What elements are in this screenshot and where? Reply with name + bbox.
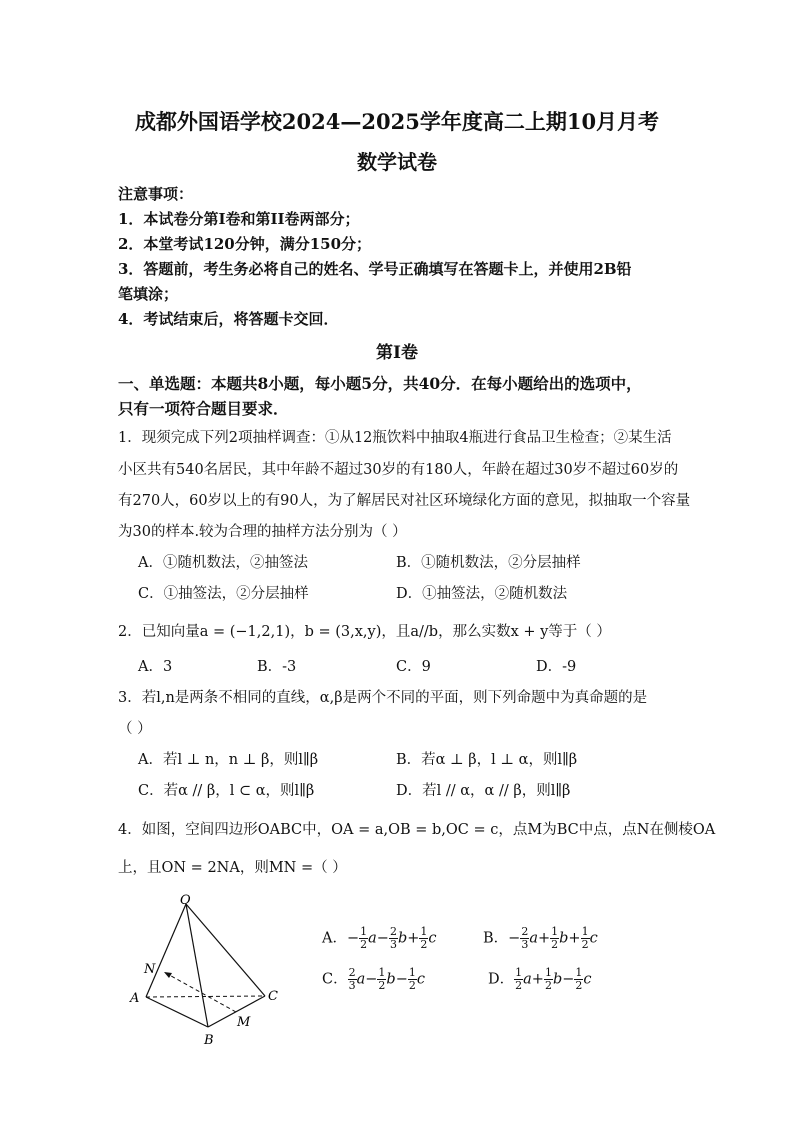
notice-item: 1．本试卷分第I卷和第II卷两部分；	[118, 210, 360, 228]
q2-option-b: B．-3	[257, 659, 297, 675]
option-label: D．	[488, 971, 515, 988]
vector-symbol: a	[368, 930, 377, 947]
fraction: $\frac{2}{3}$	[521, 925, 529, 951]
question-2: 2．已知向量a = (−1,2,1)，b = (3,x,y)，且a//b，那么实数x + y等于（ ）	[118, 624, 611, 640]
exam-title: 成都外国语学校2024—2025学年度高二上期10月月考	[134, 109, 660, 134]
notice-item: 3．答题前，考生务必将自己的姓名、学号正确填写在答题卡上，并使用2B铅	[118, 260, 632, 278]
fraction: $\frac{1}{2}$	[544, 966, 552, 992]
label-b: B	[204, 1033, 214, 1048]
notice-item: 笔填涂；	[118, 285, 179, 303]
fraction: $\frac{2}{3}$	[348, 966, 356, 992]
question-1-line: 1．现须完成下列2项抽样调查：①从12瓶饮料中抽取4瓶进行食品卫生检查；②某生活	[118, 430, 672, 446]
sign: −	[395, 971, 408, 988]
sign: +	[531, 971, 544, 988]
sign: −	[346, 930, 360, 947]
q4-option-a	[322, 926, 437, 951]
question-3-line: 3．若l,n是两条不相同的直线，α,β是两个不同的平面，则下列命题中为真命题的是	[118, 690, 648, 706]
sign: −	[365, 971, 378, 988]
vector-symbol: b	[559, 930, 569, 947]
option-label: A．	[322, 930, 347, 947]
sign: −	[508, 930, 521, 947]
notice-heading: 注意事项：	[118, 185, 194, 203]
sign: +	[568, 930, 581, 947]
q2-option-c: C．9	[396, 659, 431, 675]
label-c: C	[268, 989, 278, 1004]
question-1-line: 有270人，60岁以上的有90人，为了解居民对社区环境绿化方面的意见，拟抽取一个容量	[118, 493, 691, 509]
option-label: B．	[483, 930, 509, 947]
vector-symbol: a	[529, 930, 538, 947]
sign: +	[537, 930, 551, 947]
question-4-line: 4．如图，空间四边形OABC中，OA = a,OB = b,OC = c，点M为BC中点，点N在侧棱OA	[118, 822, 716, 838]
q2-option-a: A．3	[138, 659, 173, 675]
q1-option-c: C．①抽签法，②分层抽样	[138, 586, 309, 602]
label-a: A	[130, 991, 140, 1006]
sign: −	[376, 930, 389, 947]
section-title: 第I卷	[376, 343, 418, 363]
notice-item: 2．本堂考试120分钟，满分150分；	[118, 235, 372, 253]
q4-option-b	[483, 926, 598, 951]
label-o: O	[180, 893, 191, 908]
tetrahedron-figure	[120, 892, 300, 1052]
question-3-line: （ ）	[118, 721, 152, 737]
label-n: N	[144, 962, 156, 977]
notice-item: 4．考试结束后，将答题卡交回．	[118, 310, 339, 328]
fraction: $\frac{1}{2}$	[551, 925, 559, 951]
label-m: M	[237, 1015, 251, 1030]
fraction: $\frac{1}{2}$	[581, 925, 589, 951]
vector-symbol: a	[523, 971, 532, 988]
q3-option-a: A．若l ⊥ n，n ⊥ β，则l∥β	[138, 752, 319, 768]
q1-option-b: B．①随机数法，②分层抽样	[396, 555, 581, 571]
fraction: $\frac{1}{2}$	[575, 966, 583, 992]
vector-symbol: b	[552, 971, 563, 988]
part-heading: 只有一项符合题目要求．	[118, 399, 289, 418]
vector-symbol: c	[589, 930, 598, 947]
q3-option-d: D．若l // α，α // β，则l∥β	[396, 783, 571, 799]
q3-option-c: C．若α // β，l ⊂ α，则l∥β	[138, 783, 315, 799]
q1-option-a: A．①随机数法，②抽签法	[138, 555, 308, 571]
question-4-line: 上，且ON = 2NA，则MN =（ ）	[118, 860, 347, 876]
fraction: $\frac{1}{2}$	[378, 966, 386, 992]
exam-subtitle: 数学试卷	[357, 150, 437, 174]
fraction: $\frac{1}{2}$	[420, 925, 428, 951]
fraction: $\frac{1}{2}$	[360, 925, 368, 951]
question-1-line: 为30的样本.较为合理的抽样方法分别为（ ）	[118, 524, 407, 540]
sign: +	[407, 930, 420, 947]
option-label: C．	[322, 971, 348, 988]
vector-symbol: c	[428, 930, 437, 947]
fraction: $\frac{2}{3}$	[389, 925, 397, 951]
q2-option-d: D．-9	[536, 659, 577, 675]
vector-symbol: c	[583, 971, 592, 988]
fraction: $\frac{1}{2}$	[515, 966, 523, 992]
vector-symbol: c	[416, 971, 425, 988]
q4-option-d	[488, 967, 592, 992]
q1-option-d: D．①抽签法，②随机数法	[396, 586, 568, 602]
vector-symbol: b	[397, 930, 408, 947]
question-1-line: 小区共有540名居民，其中年龄不超过30岁的有180人，年龄在超过30岁不超过60岁的	[118, 462, 679, 478]
fraction: $\frac{1}{2}$	[408, 966, 416, 992]
part-heading: 一、单选题：本题共8小题，每小题5分，共40分．在每小题给出的选项中，	[118, 374, 642, 393]
vector-symbol: a	[356, 971, 366, 988]
q4-option-c	[322, 967, 425, 992]
sign: −	[562, 971, 575, 988]
vector-symbol: b	[386, 971, 396, 988]
q3-option-b: B．若α ⊥ β，l ⊥ α，则l∥β	[396, 752, 578, 768]
